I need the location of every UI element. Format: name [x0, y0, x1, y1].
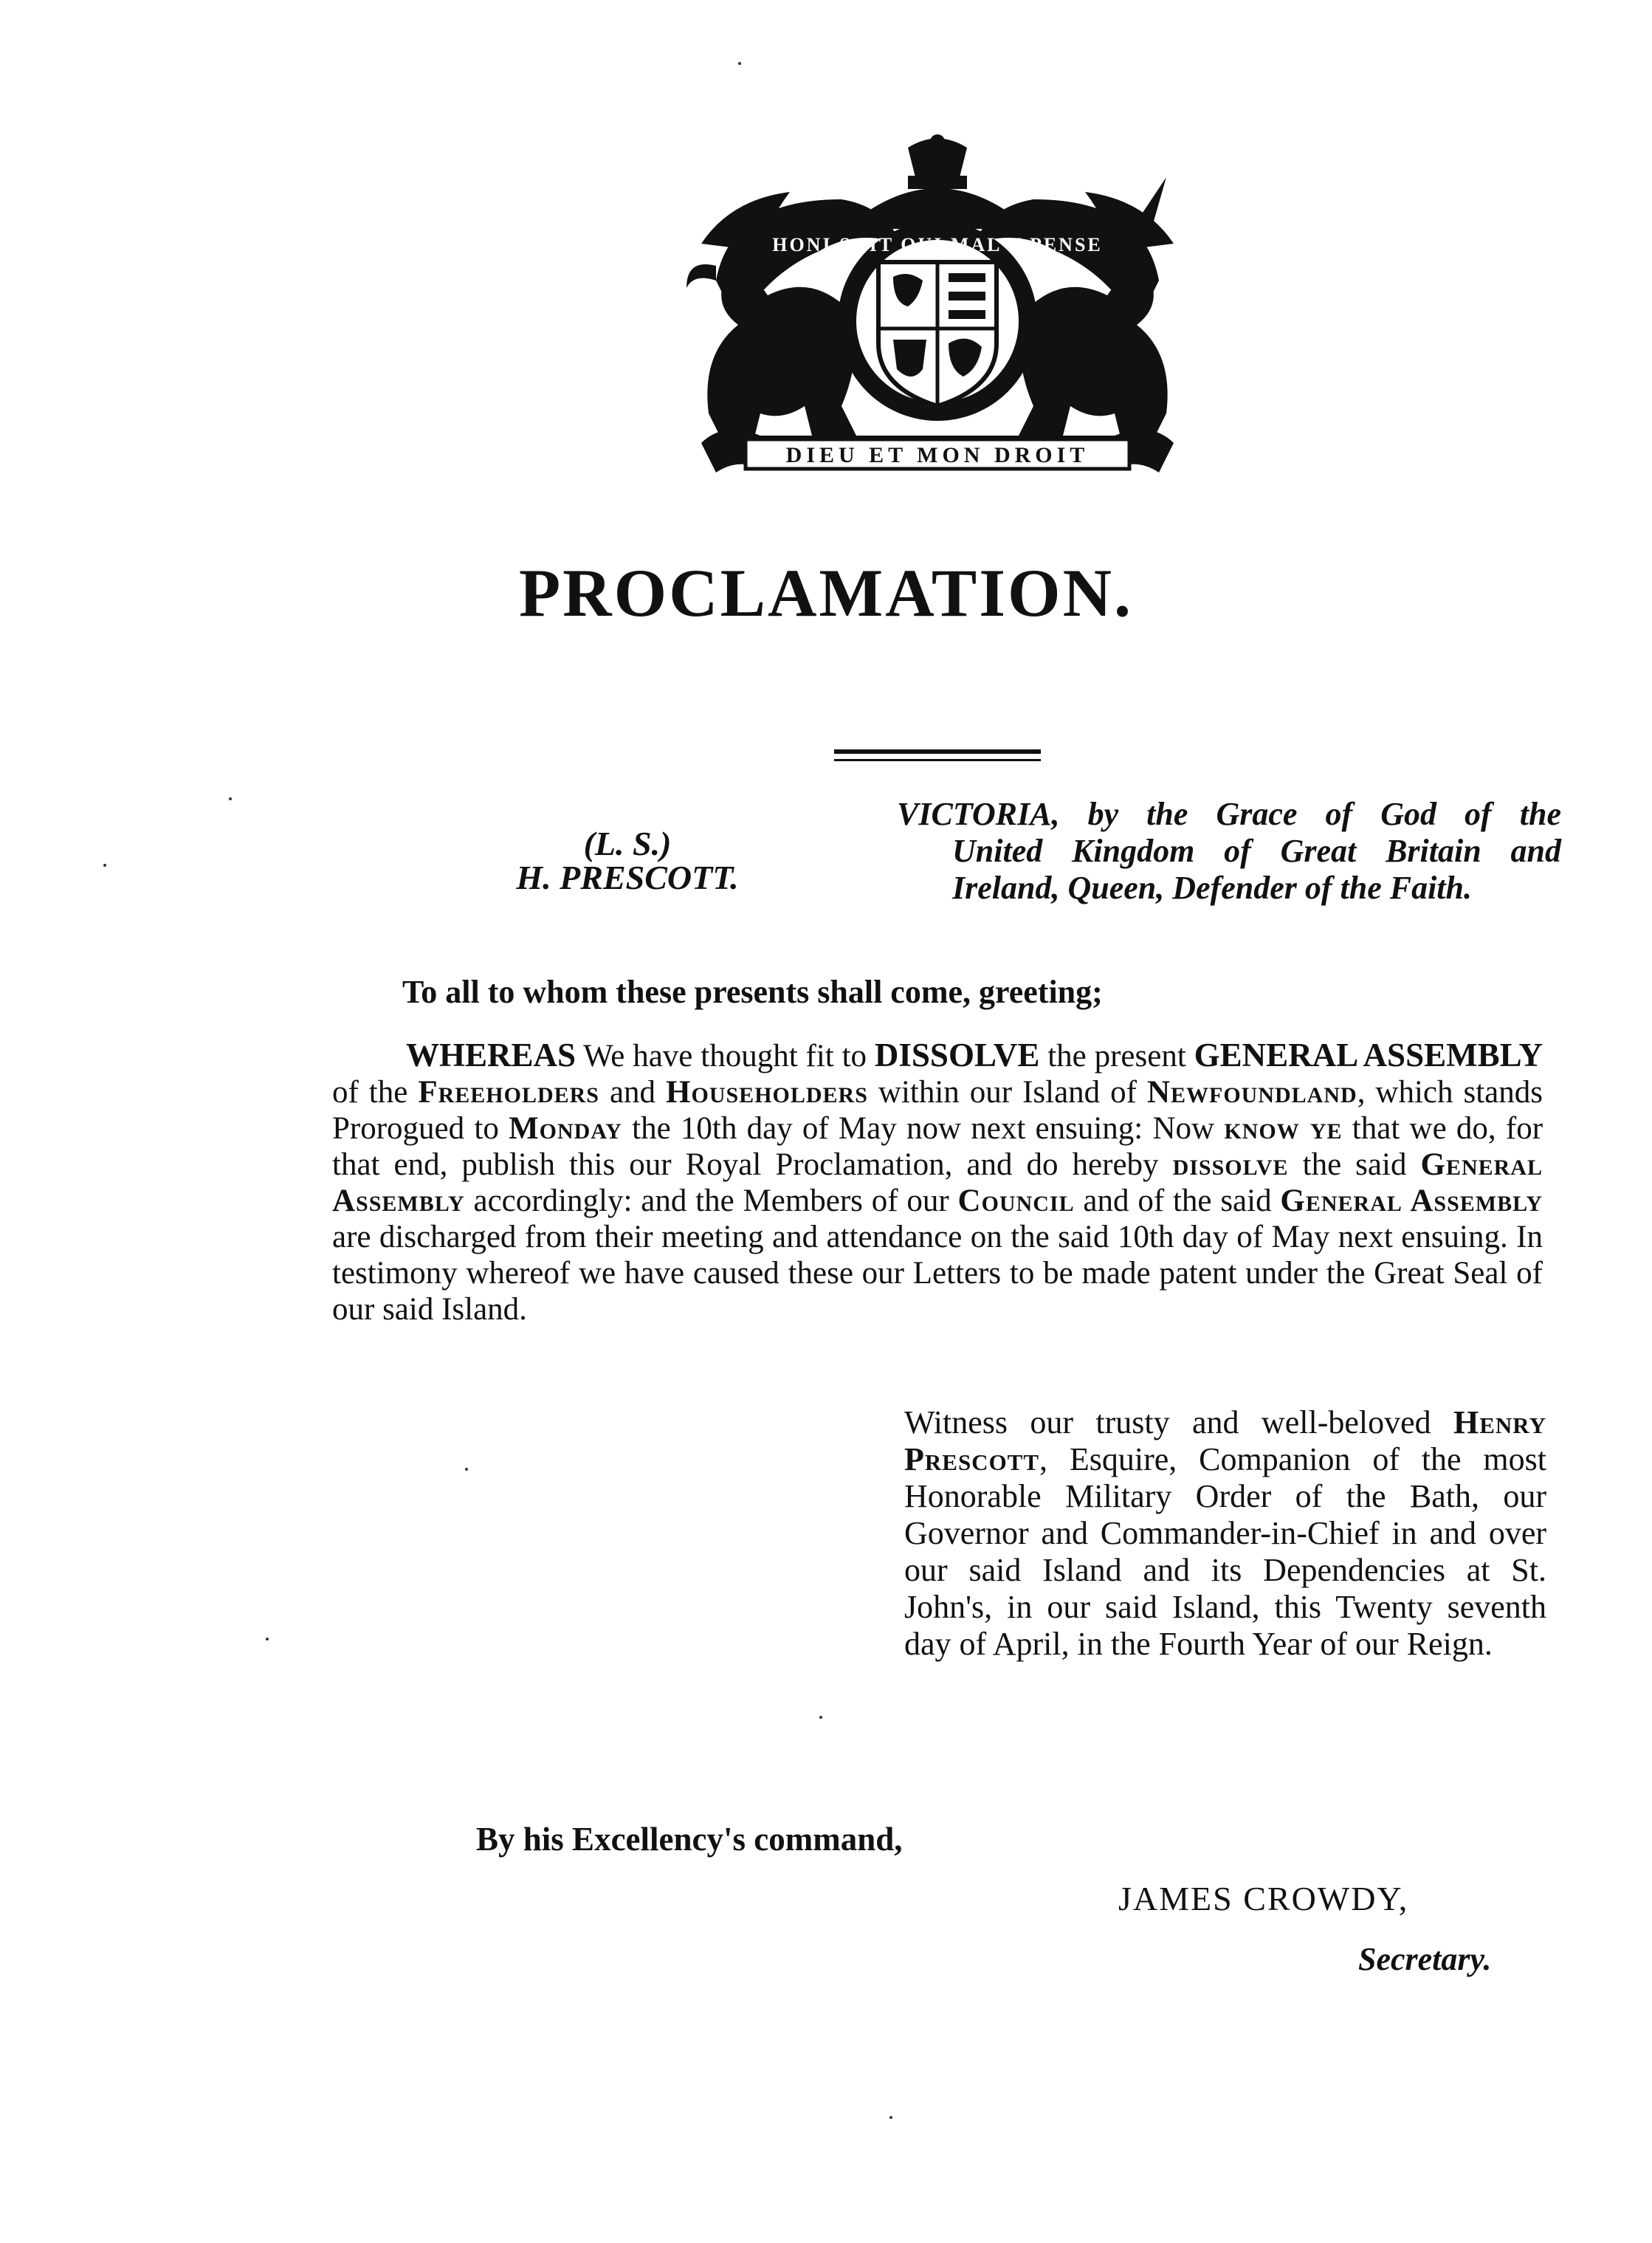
command-line: By his Excellency's command,	[476, 1821, 903, 1858]
title-rule-bottom	[834, 759, 1041, 761]
body-smallcaps: General Assembly	[1280, 1184, 1543, 1218]
scan-speck	[889, 2116, 892, 2119]
body-text: the present	[1039, 1039, 1194, 1074]
royal-style-block	[897, 796, 1561, 907]
body-text: of the	[332, 1075, 419, 1110]
witness-clause	[904, 1404, 1546, 1663]
governor-signature: H. PRESCOTT.	[516, 859, 739, 896]
body-smallcaps: General Assembly	[332, 1147, 1543, 1218]
scan-speck	[103, 864, 106, 867]
body-smallcaps: know ye	[1224, 1111, 1343, 1146]
body-text: and	[599, 1075, 667, 1110]
body-smallcaps: Council	[957, 1184, 1075, 1218]
body-smallcaps: Freeholders	[418, 1075, 599, 1110]
body-text: the 10th day of May now next ensuing: Now	[622, 1111, 1225, 1146]
royal-coat-of-arms-icon	[686, 133, 1188, 487]
witness-name: Henry Prescott	[904, 1404, 1546, 1477]
body-smallcaps: dissolve	[1172, 1147, 1289, 1182]
body-text: are discharged from their meeting and attendance on the said 10th day of May next ensuing. In testimony whereof we have caused these our Letters to be made patent under the Great Seal of our said Island.	[332, 1220, 1543, 1327]
title-rule-top	[834, 749, 1041, 754]
body-emphasis: GENERAL ASSEMBLY	[1194, 1037, 1543, 1074]
scan-speck	[819, 1716, 822, 1719]
witness-text: Witness our trusty and well-beloved	[904, 1404, 1454, 1440]
secretary-name: JAMES CROWDY,	[1118, 1880, 1409, 1917]
royal-style-continuation: United Kingdom of Great Britain and Ireland, Queen, Defender of the Faith.	[952, 833, 1561, 906]
body-emphasis: DISSOLVE	[874, 1037, 1040, 1074]
seal-mark: (L. S.)	[583, 825, 672, 862]
whereas-word: WHEREAS	[406, 1037, 577, 1074]
witness-text: , Esquire, Companion of the most Honorable Military Order of the Bath, our Governor and Commander-in-Chief in and over our said Island and its Dependencies at St. John's, in our said Island, this Twenty seventh day of April, in the Fourth Year of our Reign.	[904, 1441, 1546, 1662]
body-smallcaps: Monday	[509, 1111, 622, 1146]
proclamation-body	[332, 1037, 1543, 1327]
body-smallcaps: Householders	[666, 1075, 868, 1110]
body-text: the said	[1288, 1147, 1421, 1182]
scan-speck	[465, 1468, 468, 1471]
body-text: , which stands Prorogued to	[332, 1075, 1543, 1146]
scan-speck	[229, 797, 232, 800]
body-text: and of the said	[1074, 1184, 1281, 1218]
ribbon-motto: DIEU ET MON DROIT	[785, 443, 1090, 467]
royal-style-first-line: VICTORIA, by the Grace of God of the	[897, 796, 1561, 832]
body-text: accordingly: and the Members of our	[464, 1184, 958, 1218]
scan-speck	[266, 1638, 269, 1641]
scan-speck	[738, 62, 741, 65]
page-title: PROCLAMATION.	[518, 555, 1134, 631]
body-text: that we do, for that end, publish this our Royal Proclamation, and do hereby	[332, 1111, 1543, 1182]
secretary-title: Secretary.	[1358, 1941, 1492, 1977]
body-text: We have thought fit to	[576, 1039, 875, 1074]
body-text: within our Island of	[867, 1075, 1147, 1110]
seal-block	[480, 827, 775, 895]
greeting-line: To all to whom these presents shall come, greeting;	[402, 974, 1103, 1010]
garter-motto: HONI SOIT QUI MAL Y PENSE	[772, 234, 1103, 255]
body-smallcaps: Newfoundland	[1146, 1075, 1357, 1110]
